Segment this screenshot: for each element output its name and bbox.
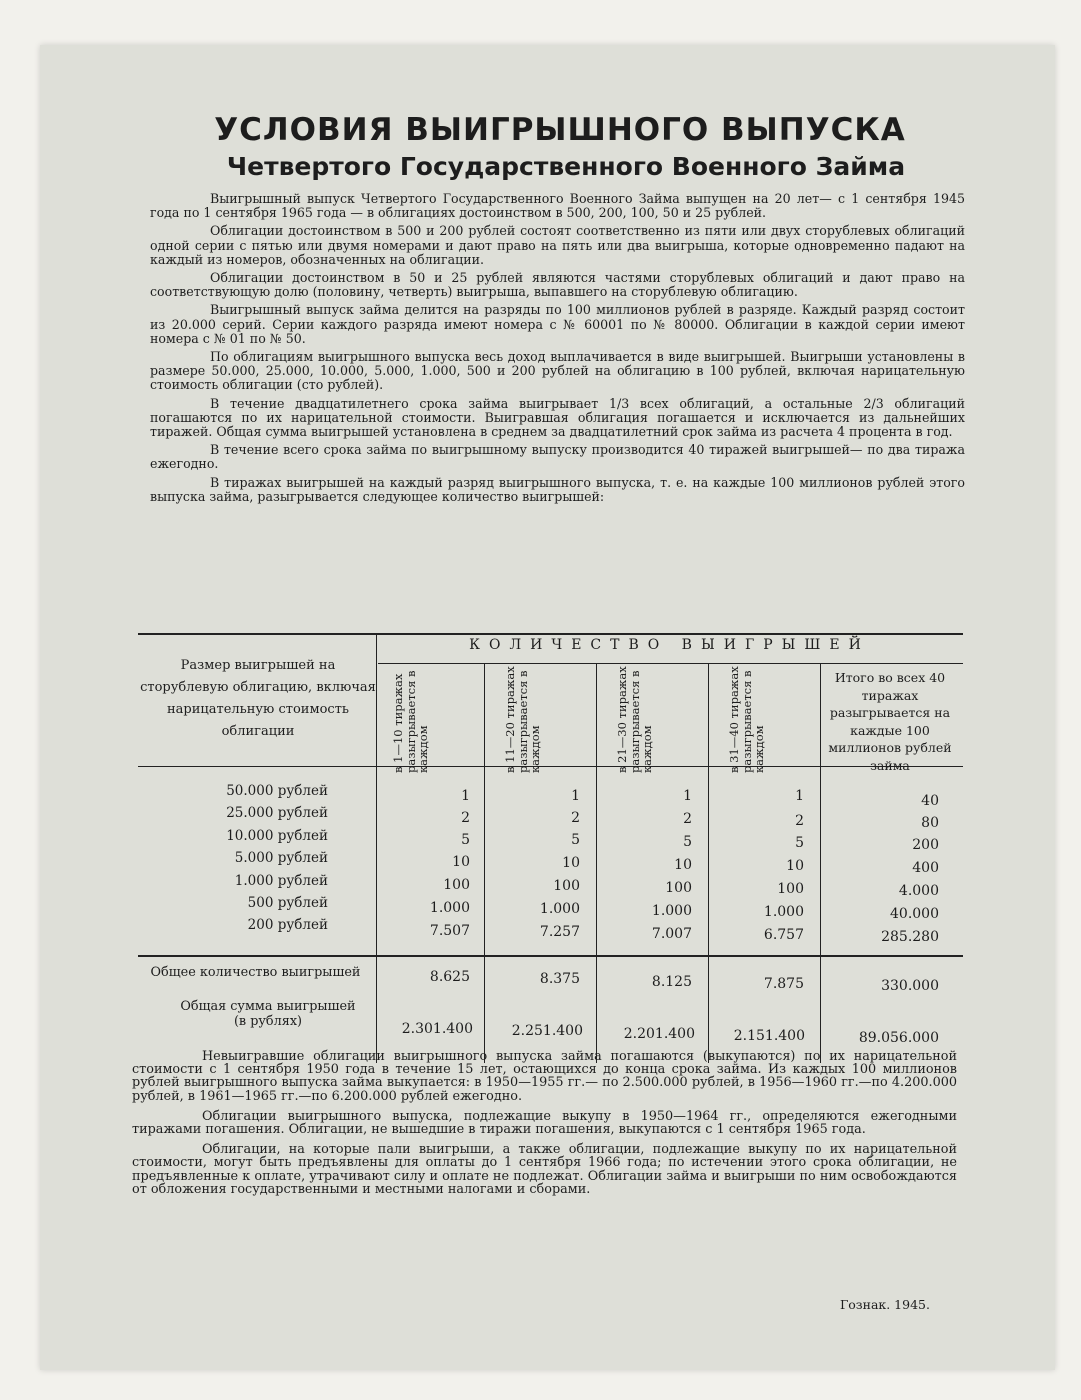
table-cell: 10 xyxy=(562,855,580,871)
table-total-cell: 40.000 xyxy=(890,906,939,922)
page-title: УСЛОВИЯ ВЫИГРЫШНОГО ВЫПУСКА xyxy=(214,112,906,148)
row-label: 5.000 рублей xyxy=(234,850,328,866)
table-cell: 100 xyxy=(665,880,692,896)
table-total-cell: 40 xyxy=(921,793,939,809)
paragraph: Облигации достоинством в 50 и 25 рублей являются частями сторублевых облигаций и дают право на соответствующую долю (половину, четверть) выигрыша, выпавшего на сторублевую облигацию. xyxy=(150,270,965,300)
table-total-cell: 89.056.000 xyxy=(858,1030,939,1046)
column-header: в 1—10 тиражах разыгрывается в каждом xyxy=(391,670,430,773)
row-label: 200 рублей xyxy=(247,917,328,933)
winnings-table xyxy=(138,633,963,1063)
table-cell: 5 xyxy=(461,832,470,848)
row-label: 500 рублей xyxy=(247,895,328,911)
table-total-cell: 4.000 xyxy=(898,883,939,899)
table-cell: 2.201.400 xyxy=(623,1026,695,1042)
table-cell: 5 xyxy=(571,832,580,848)
paragraph: В течение двадцатилетнего срока займа выигрывает 1/3 всех облигаций, а остальные 2/3 облигаций погашаются по их нарицательной стоимости. Выигравшая облигация погашается и исключается из дальнейших тиражей. Общая сумма выигрышей установлена в среднем за двадцатилетний срок займа из расчета 4 процента в год. xyxy=(150,395,965,440)
table-cell: 2 xyxy=(461,810,470,826)
table-total-cell: 285.280 xyxy=(881,929,939,945)
table-total-cell: 200 xyxy=(912,837,939,853)
table-cell: 1 xyxy=(795,788,804,804)
table-cell: 100 xyxy=(443,877,470,893)
table-cell: 10 xyxy=(452,854,470,870)
table-cell: 5 xyxy=(795,835,804,851)
table-cell: 7.257 xyxy=(539,924,580,940)
footer-text xyxy=(132,1050,957,1203)
table-cell: 2.251.400 xyxy=(511,1023,583,1039)
table-cell: 2 xyxy=(683,811,692,827)
table-cell: 8.625 xyxy=(429,969,470,985)
paragraph: Выигрышный выпуск Четвертого Государственного Военного Займа выпущен на 20 лет— с 1 сентября 1945 года по 1 сентября 1965 года — в облигациях достоинством в 500, 200, 100, 50 и 25 рублей. xyxy=(150,191,965,221)
paragraph: Выигрышный выпуск займа делится на разряды по 100 миллионов рублей в разряде. Каждый разряд состоит из 20.000 серий. Серии каждого разряда имеют номера с № 60001 по № 80000. Облигации в каждой серии имеют номера с № 01 по № 50. xyxy=(150,302,965,346)
printer-imprint: Гознак. 1945. xyxy=(840,1297,930,1312)
paragraph: По облигациям выигрышного выпуска весь доход выплачивается в виде выигрышей. Выигрыши установлены в размере 50.000, 25.000, 10.000, 5.000, 1.000, 500 и 200 рублей на облигацию в 100 рублей, включая нарицательную стоимость облигации (сто рублей). xyxy=(150,349,965,393)
table-cell: 8.125 xyxy=(651,974,692,990)
table-total-cell: 400 xyxy=(912,860,939,876)
summary-label: Общее количество выигрышей xyxy=(150,965,361,980)
paragraph: Невыигравшие облигации выигрышного выпуска займа погашаются (выкупаются) по их нарицательной стоимости с 1 сентября 1950 года в течение 15 лет, остающихся до конца срока займа. Из каждых 100 миллионов рублей выигрышного выпуска займа выкупается: в 1950—1955 гг.— по 2.500.000 рублей, в 1956—1960 гг.—по 4.200.000 рублей, в 1961—1965 гг.—по 6.200.000 рублей ежегодно. xyxy=(132,1049,957,1104)
column-header: в 21—30 тиражах разыгрывается в каждом xyxy=(615,666,654,773)
table-rule xyxy=(378,663,963,664)
table-cell: 7.875 xyxy=(763,976,804,992)
table-cell: 2 xyxy=(795,813,804,829)
table-total-cell: 330.000 xyxy=(881,978,939,994)
table-rule xyxy=(138,955,963,957)
paragraph: Облигации, на которые пали выигрыши, а также облигации, подлежащие выкупу по их нарицательной стоимости, могут быть предъявлены для оплаты до 1 сентября 1966 года; по истечении этого срока облигации, не предъявленные к оплате, утрачивают силу и оплате не подлежат. Облигации займа и выигрыши по ним освобождаются от обложения государственными и местными налогами и сборами. xyxy=(132,1142,957,1197)
table-cell: 100 xyxy=(777,881,804,897)
table-cell: 1 xyxy=(461,788,470,804)
table-cell: 10 xyxy=(674,857,692,873)
paragraph: В течение всего срока займа по выигрышному выпуску производится 40 тиражей выигрышей— по два тиража ежегодно. xyxy=(150,442,965,472)
table-cell: 8.375 xyxy=(539,971,580,987)
quantity-header: КОЛИЧЕСТВО ВЫИГРЫШЕЙ xyxy=(469,637,870,653)
paragraph: Облигации достоинством в 500 и 200 рублей состоят соответственно из пяти или двух сторублевых облигаций одной серии с пятью или двумя номерами и дают право на пять или два выигрыша, которые одновременно падают на каждый из номеров, обозначенных на облигации. xyxy=(150,223,965,267)
table-cell: 1.000 xyxy=(429,900,470,916)
total-column-header: Итого во всех 40 тиражах разыгрывается на каждые 100 миллионов рублей займа xyxy=(828,670,952,773)
table-cell: 2.301.400 xyxy=(401,1021,473,1037)
page-subtitle: Четвертого Государственного Военного Займа xyxy=(226,152,906,181)
table-cell: 5 xyxy=(683,834,692,850)
table-column-rule xyxy=(484,663,485,1063)
row-header: Размер выигрышей на сторублевую облигацию, включая нарицательную стоимость облигации xyxy=(140,658,376,739)
table-cell: 1.000 xyxy=(763,904,804,920)
column-header: в 11—20 тиражах разыгрывается в каждом xyxy=(503,666,542,773)
table-cell: 2 xyxy=(571,810,580,826)
table-column-rule xyxy=(596,663,597,1063)
table-cell: 100 xyxy=(553,878,580,894)
table-column-rule xyxy=(708,663,709,1063)
table-cell: 10 xyxy=(786,858,804,874)
row-label: 25.000 рублей xyxy=(226,805,328,821)
row-label: 50.000 рублей xyxy=(226,783,328,799)
table-cell: 1.000 xyxy=(651,903,692,919)
table-cell: 1 xyxy=(571,788,580,804)
row-label: 1.000 рублей xyxy=(234,873,328,889)
table-total-cell: 80 xyxy=(921,815,939,831)
column-header: в 31—40 тиражах разыгрывается в каждом xyxy=(727,666,766,773)
table-rule xyxy=(138,633,963,635)
table-cell: 1.000 xyxy=(539,901,580,917)
paragraph: Облигации выигрышного выпуска, подлежащие выкупу в 1950—1964 гг., определяются ежегодными тиражами погашения. Облигации, не вышедшие в тиражи погашения, выкупаются с 1 сентября 1965 года. xyxy=(132,1108,957,1138)
summary-label: Общая сумма выигрышей (в рублях) xyxy=(180,999,356,1029)
table-cell: 6.757 xyxy=(763,927,804,943)
table-cell: 7.507 xyxy=(429,923,470,939)
table-cell: 7.007 xyxy=(651,926,692,942)
table-cell: 2.151.400 xyxy=(733,1028,805,1044)
intro-text xyxy=(150,192,965,508)
table-cell: 1 xyxy=(683,788,692,804)
paragraph: В тиражах выигрышей на каждый разряд выигрышного выпуска, т. е. на каждые 100 миллионов рублей этого выпуска займа, разыгрывается следующее количество выигрышей: xyxy=(150,474,965,504)
row-label: 10.000 рублей xyxy=(226,828,328,844)
